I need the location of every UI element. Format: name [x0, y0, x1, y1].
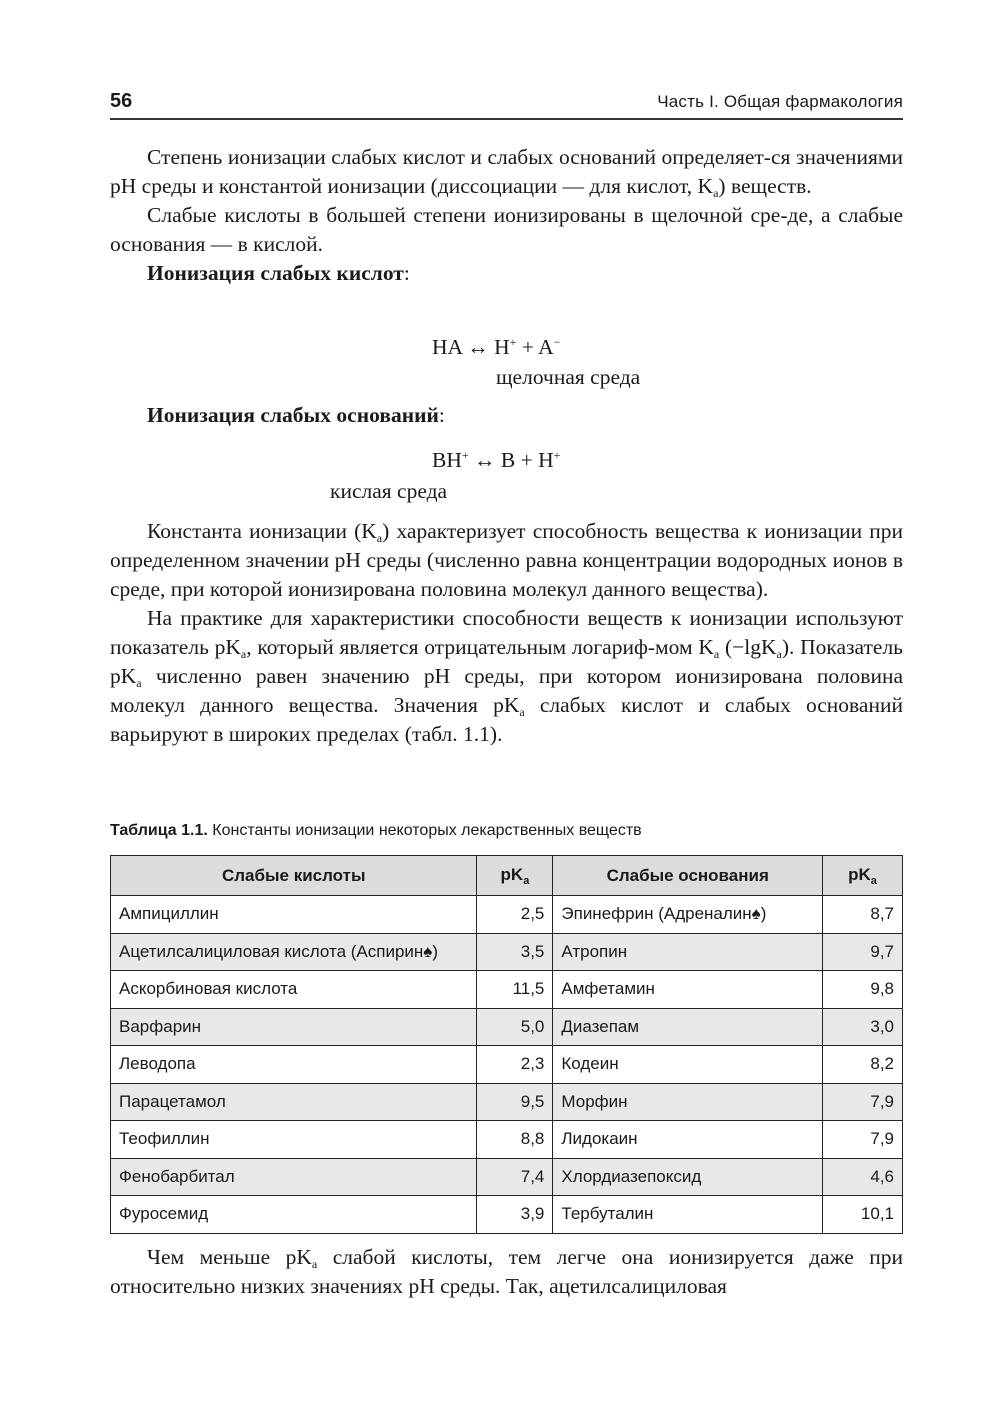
- equation-base-label: кислая среда: [330, 479, 448, 503]
- table-row: Варфарин 5,0 Диазепам 3,0: [111, 1008, 903, 1046]
- ionization-constants-table: [110, 855, 903, 1234]
- table-row: Аскорбиновая кислота 11,5 Амфетамин 9,8: [111, 971, 903, 1009]
- body-text-2: [110, 517, 903, 749]
- header-pka-bases: $pK_a$: [823, 856, 903, 896]
- body-text: [110, 143, 903, 288]
- body-text-3: [110, 1243, 903, 1301]
- table-row: Ацетилсалициловая кислота (Аспирин♠) 3,5 Атропин 9,7: [111, 933, 903, 971]
- paragraph-4: На практике для характеристики способности веществ к ионизации используют показатель $pK_a$, который является отрицательным логариф-мом $K_a$ (−lgK$_a$). Показатель $pK_a$ численно равен значению pH среды, при котором ионизирована половина молекул данного вещества. Значения $pK_a$ слабых кислот и слабых оснований варьируют в широких пределах (табл. 1.1).: [110, 606, 903, 746]
- header-weak-bases: Слабые основания: [553, 856, 823, 896]
- table-header-row: [111, 856, 903, 896]
- header-pka-acids: $pK_a$: [477, 856, 553, 896]
- equation-acid-label: щелочная среда: [496, 365, 641, 389]
- header-weak-acids: Слабые кислоты: [111, 856, 477, 896]
- equation-acid: HA ↔ H+ + A−: [432, 335, 561, 359]
- table-row: Теофиллин 8,8 Лидокаин 7,9: [111, 1121, 903, 1159]
- equation-base: BH+ ↔ B + H+: [432, 448, 561, 472]
- table-row: Фенобарбитал 7,4 Хлордиазепоксид 4,6: [111, 1158, 903, 1196]
- heading-base-ionization: Ионизация слабых оснований:: [147, 403, 445, 427]
- running-title: Часть I. Общая фармакология: [657, 92, 903, 111]
- paragraph-3: Константа ионизации $(K_a)$ характеризует способность вещества к ионизации при определенном значении pH среды (численно равна концентрации водородных ионов в среде, при которой ионизирована половина молекул данного вещества).: [110, 519, 903, 601]
- paragraph-1: Степень ионизации слабых кислот и слабых оснований определяет-ся значениями pH среды и константой ионизации (диссоциации — для кислот, $K_a$) веществ.: [110, 145, 903, 200]
- paragraph-2: Слабые кислоты в большей степени ионизированы в щелочной сре-де, а слабые основания — в кислой.: [110, 203, 903, 256]
- running-header: [110, 88, 903, 120]
- heading-acid-ionization: Ионизация слабых кислот:: [147, 261, 410, 285]
- page-number: 56: [110, 90, 133, 112]
- table-caption: Таблица 1.1. Константы ионизации некоторых лекарственных веществ: [110, 822, 642, 839]
- table-row: Фуросемид 3,9 Тербуталин 10,1: [111, 1196, 903, 1234]
- table-row: Леводопа 2,3 Кодеин 8,2: [111, 1046, 903, 1084]
- table-row: Ампициллин 2,5 Эпинефрин (Адреналин♠) 8,7: [111, 896, 903, 934]
- paragraph-5: Чем меньше $pK_a$ слабой кислоты, тем легче она ионизируется даже при относительно низких значениях pH среды. Так, ацетилсалициловая: [110, 1245, 903, 1298]
- table-row: Парацетамол 9,5 Морфин 7,9: [111, 1083, 903, 1121]
